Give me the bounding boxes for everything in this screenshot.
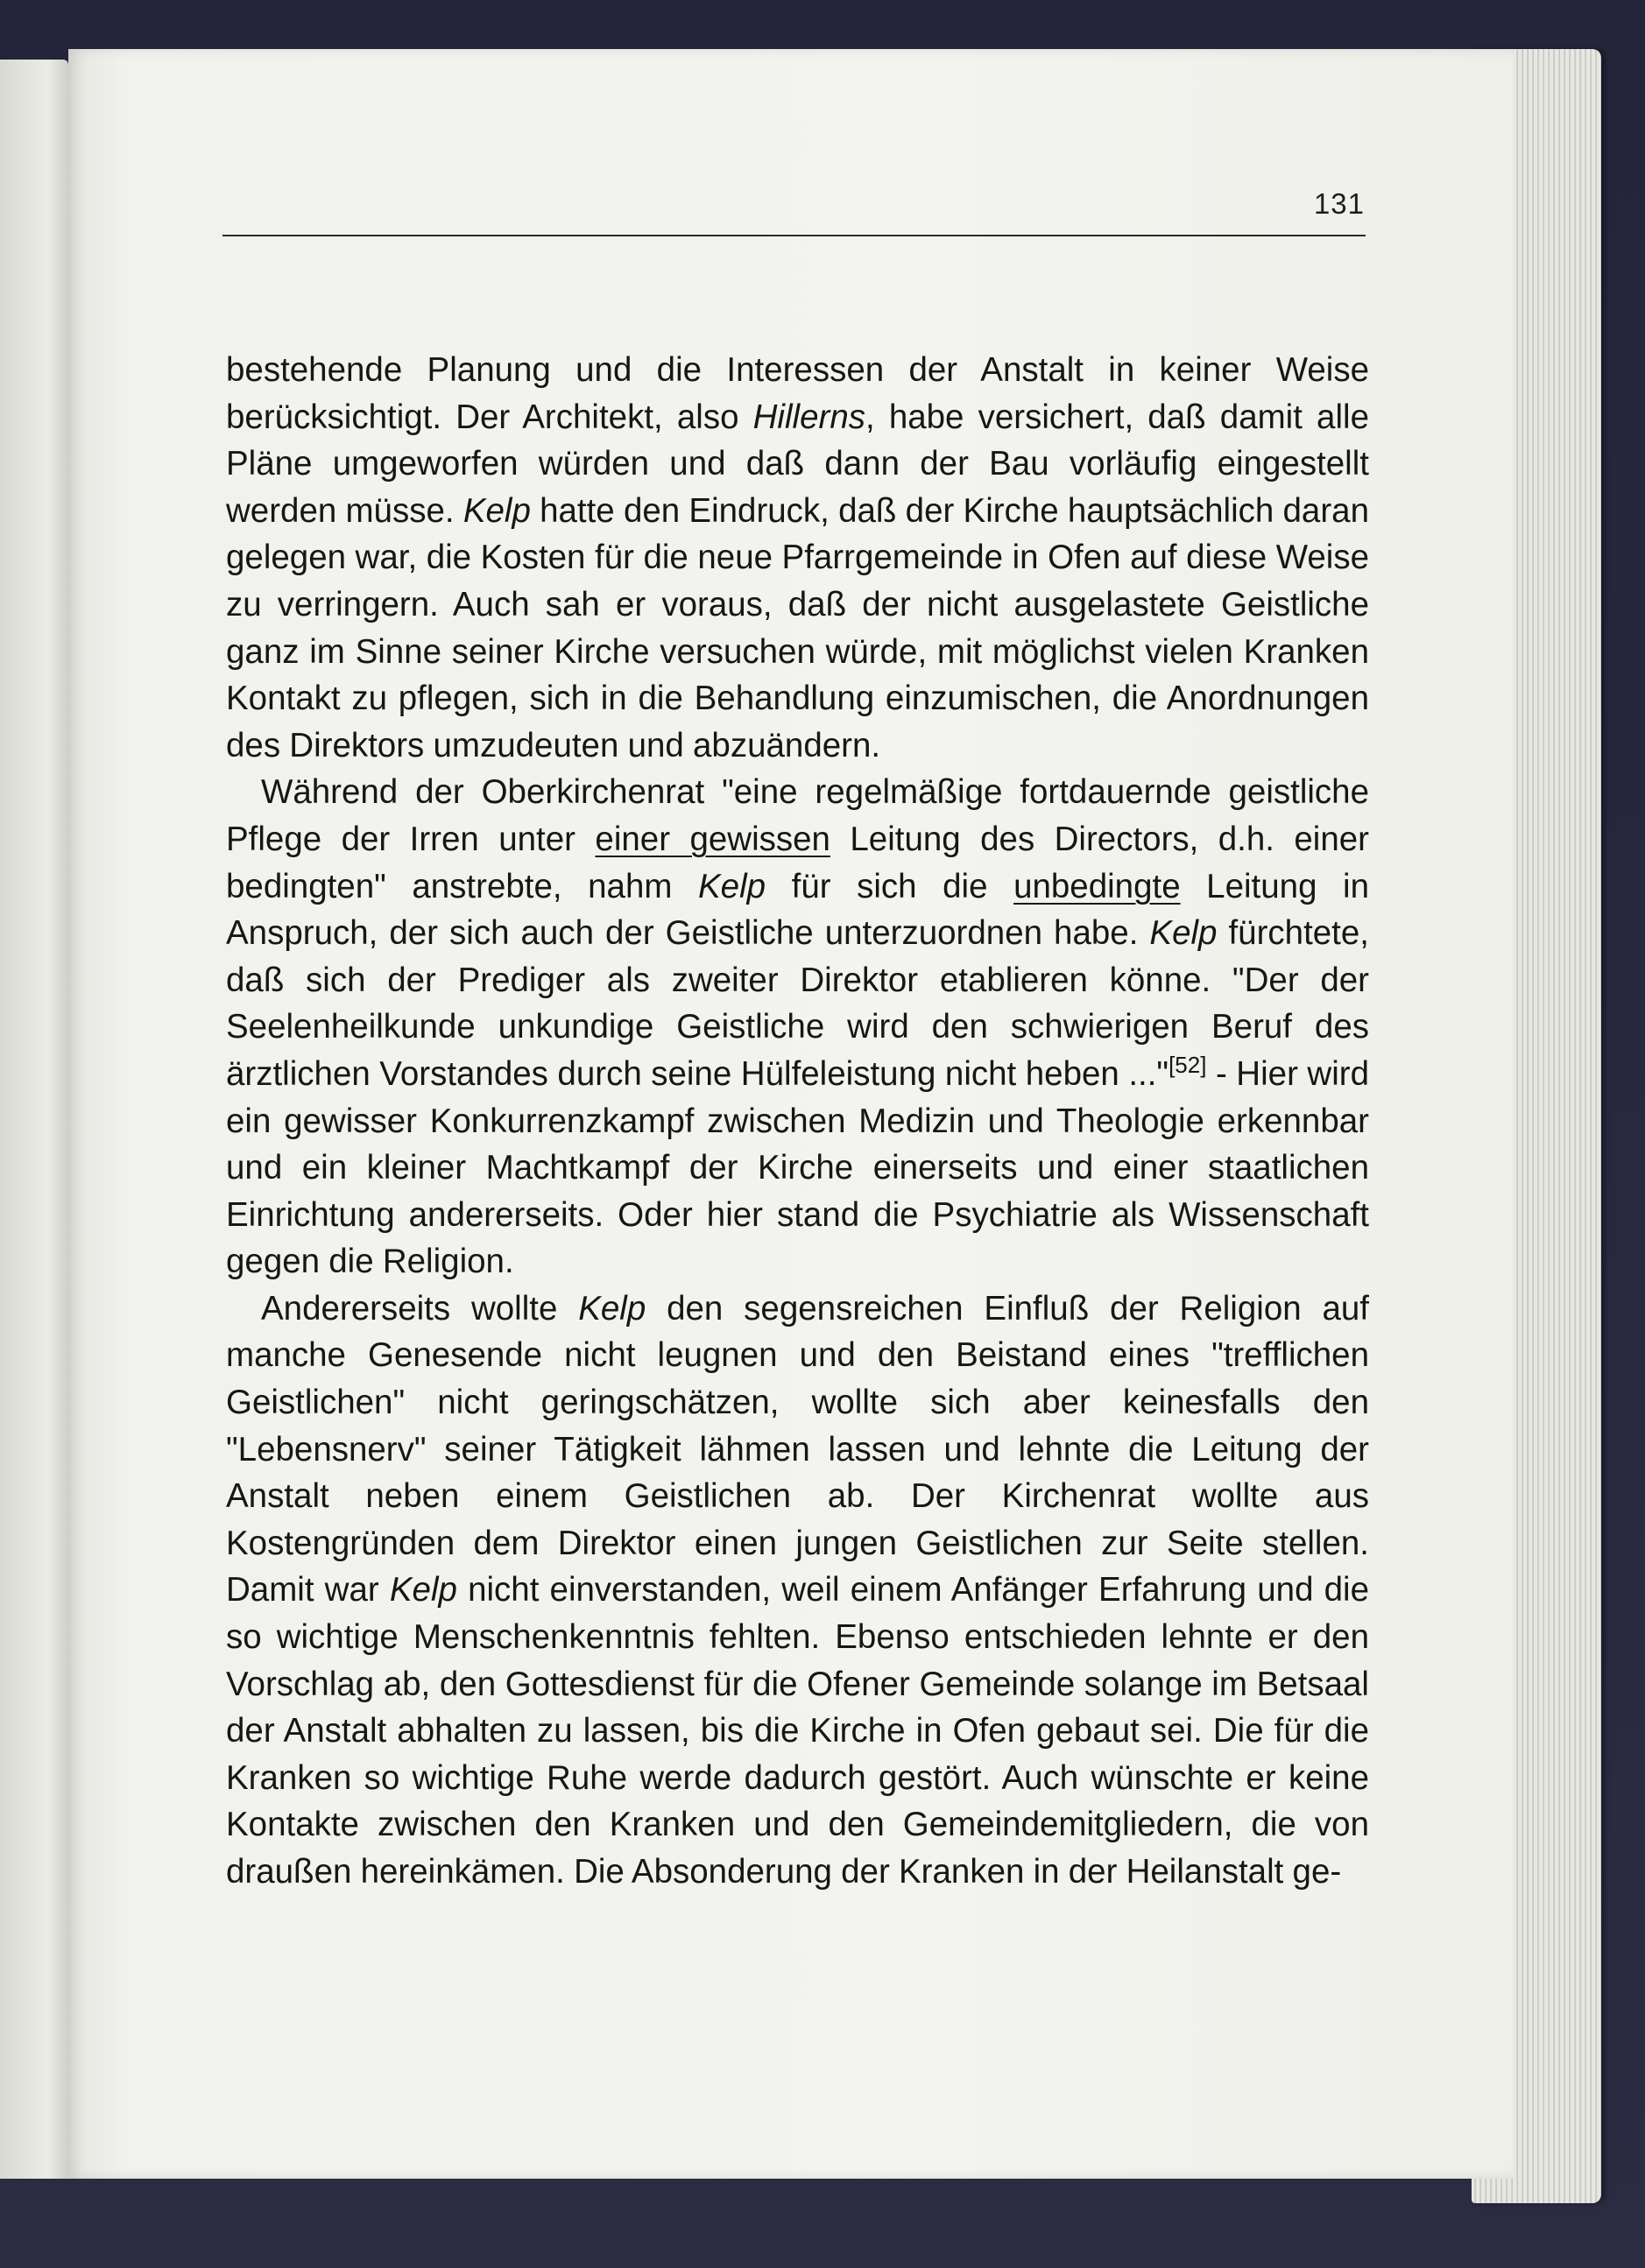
text-run: - Hier wird ein gewisser Konkurrenzkampf zwischen Medizin und Theologie erkennbar und ein kleiner Machtkampf der Kirche einerseits und einer staatlichen Einrichtung andererseits. Oder hier stand die Psychiatrie als Wissenschaft gegen die Religion.	[226, 1054, 1369, 1281]
text-run: Leitung des Directors, d.h. einer bedingten" anstrebte, nahm	[226, 820, 1370, 905]
text-run: Während der Oberkirchenrat "eine regelmäßige fortdauernde geistliche Pflege der Irren unter	[226, 773, 1369, 858]
paragraph-3	[226, 1285, 1369, 1896]
italic-name: Kelp	[578, 1289, 646, 1328]
paragraph-2	[226, 769, 1369, 1285]
italic-name: Kelp	[462, 491, 531, 530]
paragraph-1	[226, 347, 1369, 769]
text-run: Leitung in Anspruch, der sich auch der Geistliche unterzuordnen habe.	[226, 867, 1369, 953]
header-rule	[222, 235, 1366, 236]
text-run: Andererseits wollte	[261, 1289, 579, 1328]
text-run: für sich die	[766, 867, 1014, 905]
underlined-text: einer gewissen	[595, 820, 830, 858]
text-run: , habe versichert, daß damit alle Pläne umgeworfen würden und daß dann der Bau vorläufig eingestellt werden müsse.	[226, 398, 1369, 530]
text-run: fürchtete, daß sich der Prediger als zweiter Direktor etablieren könne. "Der der Seelenheilkunde unkundige Geistliche wird den schwierigen Beruf des ärztlichen Vorstandes durch seine Hülfeleistung nicht heben ..."	[226, 914, 1369, 1093]
italic-name: Kelp	[698, 867, 766, 905]
italic-name: Kelp	[1149, 914, 1218, 953]
text-run: hatte den Eindruck, daß der Kirche hauptsächlich daran gelegen war, die Kosten für die neue Pfarrgemeinde in Ofen auf diese Weise zu verringern. Auch sah er voraus, daß der nicht ausgelastete Geistliche ganz im Sinne seiner Kirche versuchen würde, mit möglichst vielen Kranken Kontakt zu pflegen, sich in die Behandlung einzumischen, die Anordnungen des Direktors umzudeuten und abzuändern.	[226, 491, 1369, 764]
italic-name: Hillerns	[752, 398, 865, 436]
body-text	[226, 347, 1369, 1896]
page-number: 131	[1313, 187, 1365, 220]
italic-name: Kelp	[389, 1571, 457, 1609]
facing-page-edge	[0, 60, 68, 2179]
underlined-text: unbedingte	[1013, 867, 1181, 905]
text-run: den segensreichen Einfluß der Religion auf manche Genesende nicht leugnen und den Beistand eines "trefflichen Geistlichen" nicht geringschätzen, wollte sich aber keinesfalls den "Lebensnerv" seiner Tätigkeit lähmen lassen und lehnte die Leitung der Anstalt neben einem Geistlichen ab. Der Kirchenrat wollte aus Kostengründen dem Direktor einen jungen Geistlichen zur Seite stellen. Damit war	[226, 1289, 1369, 1609]
text-run: bestehende Planung und die Interessen der Anstalt in keiner Weise berücksichtigt. Der Architekt, also	[226, 351, 1369, 436]
text-run: nicht einverstanden, weil einem Anfänger Erfahrung und die so wichtige Menschenkenntnis fehlten. Ebenso entschieden lehnte er den Vorschlag ab, den Gottesdienst für die Ofener Gemeinde solange im Betsaal der Anstalt abhalten zu lassen, bis die Kirche in Ofen gebaut sei. Die für die Kranken so wichtige Ruhe werde dadurch gestört. Auch wünschte er keine Kontakte zwischen den Kranken und den Gemeindemitgliedern, die von draußen hereinkämen. Die Absonderung der Kranken in der Heilanstalt ge-	[226, 1571, 1369, 1891]
book-page	[68, 49, 1514, 2179]
footnote-ref: [52]	[1168, 1051, 1207, 1078]
